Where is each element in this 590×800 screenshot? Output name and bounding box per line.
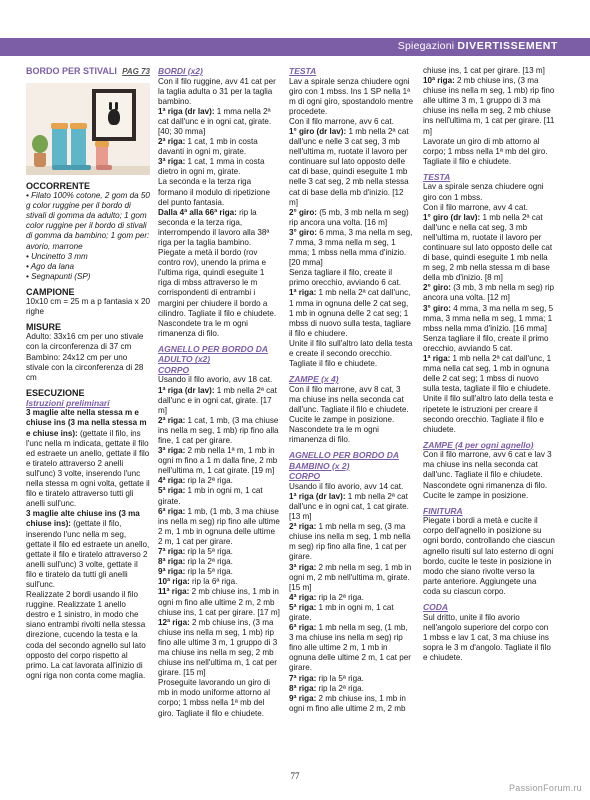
campione-title: CAMPIONE xyxy=(26,286,75,297)
pattern-row: 2ª riga: 1 cat, 1 mb, (3 ma chiuse ins nella m seg, 1 mb) rip fino alla fine, 1 cat per girare. xyxy=(158,415,279,445)
paragraph: Lav a spirale senza chiudere ogni giro con 1 mbss. Ins 1 SP nella 1ª m di ogni giro, spostandolo mentre procedete. xyxy=(289,76,414,116)
zampe-title: ZAMPE (x 4) xyxy=(289,374,339,385)
column-4 xyxy=(423,66,555,663)
pattern-row: 11ª riga: 2 mb chiuse ins, 1 mb in ogni m fino alle ultime 2 m, 2 mb chiuse ins, 1 cat per girare. [17 m] xyxy=(158,587,280,617)
paragraph: Proseguite lavorando un giro di mb in modo uniforme attorno al corpo; 1 mbss nella 1ª mb del giro. Tagliate il filo e chiudete. xyxy=(158,678,271,718)
paragraph: Senza tagliare il filo, create il primo orecchio, avviando 6 cat. xyxy=(289,268,402,288)
page-reference: PAG 73 xyxy=(122,67,150,76)
pattern-row: 1ª riga (dr lav): 1 mb nella 2ª cat dall'unc e in ogni cat, girate. [17 m] xyxy=(158,385,277,415)
site-watermark[interactable]: PassionForum.ru xyxy=(508,783,582,793)
bordi-title: BORDI (x2) xyxy=(158,66,203,76)
paragraph: Con il filo marrone, avv 6 cat. xyxy=(289,116,394,126)
article-title xyxy=(26,66,150,77)
pattern-row: 9ª riga: rip la 5ª riga. xyxy=(158,567,233,577)
paragraph: Con il filo marrone, avv 8 cat, 3 ma chiuse ins nella seconda cat dall'unc. Tagliate il filo e chiudete. Cucite le zampe in posizione. Nascondete tra le m ogni rimanenza di filo. xyxy=(289,384,409,445)
paragraph: Usando il filo avorio, avv 18 cat. xyxy=(158,375,273,385)
pattern-row: 6ª riga: 1 mb nella m seg, (1 mb, 3 ma chiuse ins nella m seg) rip fino alle ultime 2 m, 1 mb in ognuna delle ultime 2 m, 1 cat per girare. xyxy=(289,623,411,673)
section-label: Spiegazioni xyxy=(397,40,455,52)
paragraph: Realizzate 2 bordi usando il filo ruggine. Realizzate 1 anello destro e 1 sinistro, in modo che siano entrambi rivolti nella stessa direzione, cucendo la testa e la coda del secondo agnello sul lato opposto del corpo rispetto al primo. La cat lavorata all'inizio di ogni riga non conta come maglia. xyxy=(26,590,146,680)
pattern-row: 1° giro (dr lav): 1 mb nella 2ª cat dall'unc e nella cat seg, 3 mb nell'ultima m, ruotate il lavoro per continuare sul lato opposto delle cat di base, quindi eseguite 1 mb nella m seg, 2 mb nella stessa m di base della mb d'inizio. [8 m] xyxy=(423,212,553,283)
zampe-title: ZAMPE (4 per ogni agnello) xyxy=(423,439,534,450)
section-header xyxy=(398,40,558,52)
agnello-bambino-title: AGNELLO PER BORDO DA BAMBINO (x 2) xyxy=(289,450,400,471)
agnello-adulto-title: AGNELLO PER BORDO DA ADULTO (x2) xyxy=(158,343,269,365)
campione-text: 10x10 cm = 25 m a p fantasia x 20 righe xyxy=(26,297,150,317)
finitura-title: FINITURA xyxy=(423,505,463,516)
pattern-row: 4ª riga: rip la 2ª riga. xyxy=(158,476,233,486)
pattern-row: 2° giro: (3 mb, 3 mb nella m seg) rip ancora una volta. [12 m] xyxy=(423,283,554,303)
page-number: 77 xyxy=(290,771,300,781)
pattern-row: 7ª riga: rip la 5ª riga. xyxy=(158,547,233,557)
pattern-row: 2ª riga: 1 mb nella m seg, (3 ma chiuse ins nella m seg, 1 mb nella m seg) rip fino alla fine, 1 cat per girare. xyxy=(289,522,411,562)
pattern-row: 2ª riga: 1 cat, 1 mb in costa davanti in ogni m, girate. xyxy=(158,137,258,157)
paragraph: Unite il filo sull'altro lato della testa e create il secondo orecchio. Tagliate il filo e chiudete. xyxy=(289,338,413,369)
pattern-row: 3° giro: 4 mma, 3 ma nella m seg, 5 mma, 3 mma nella m seg, 1 mma; 1 mbss nella mma d'inizio. [16 mma] xyxy=(423,303,554,333)
plant-pot xyxy=(34,153,46,167)
pattern-row: 1ª riga (dr lav): 1 mb nella 2ª cat dall'unc e in ogni cat, 1 cat girate. [13 m] xyxy=(289,491,409,522)
pattern-row: 1° giro (dr lav): 1 mb nella 2ª cat dall'unc e nelle 3 cat seg, 3 mb nell'ultima m, ruotate il lavoro per continuare sul lato opposto delle cat di base, quindi eseguite 1 mb nelle 3 cat seg, 2 mb nella stessa cat di base della mb d'inizio. [12 m] xyxy=(289,126,409,207)
paragraph: Con il filo ruggine, avv 41 cat per la taglia adulta o 31 per la taglia bambino. xyxy=(158,76,276,106)
bunny-picture-frame xyxy=(92,89,136,141)
boot-small xyxy=(96,141,108,167)
product-photo xyxy=(26,83,150,175)
paragraph: 3 maglie alte nella stessa m e chiuse ins (3 ma nella stessa m e chiuse ins): (gettate il filo, ins l'unc nella m indicata, gettate il filo ed estraete un anello, gettate il filo e tiratelo attraverso 2 anelli sull'unc) 3 volte, inserendo l'unc nella stessa m ogni volta, gettate il filo e tiratelo attraverso tutti gli anelli sull'unc. xyxy=(26,408,150,509)
corpo-title: CORPO xyxy=(158,364,190,375)
paragraph: Sul dritto, unite il filo avorio nell'angolo superiore del corpo con 1 mbss e lav 1 cat, 3 ma chiuse ins sopra le 3 m d'angolo. Tagliate il filo e chiudete. xyxy=(423,612,551,662)
pattern-row: 3ª riga: 2 mb nella 1ª m, 1 mb in ogni m fino a 1 m dalla fine, 2 mb nell'ultima m, 1 cat girate. [19 m] xyxy=(158,446,278,476)
testa-title: TESTA xyxy=(289,66,317,76)
category-label: DIVERTISSEMENT xyxy=(457,40,558,52)
material-item: • Uncinetto 3 mm xyxy=(26,251,88,261)
pattern-row: 7ª riga: rip la 5ª riga. xyxy=(289,673,364,683)
column-1 xyxy=(26,66,150,681)
pattern-row: 4ª riga: rip la 2ª riga. xyxy=(289,592,364,602)
section-header-bar xyxy=(0,38,590,56)
pattern-row: 3ª riga: 1 cat, 1 mma in costa dietro in ogni m, girate. xyxy=(158,157,265,177)
boot-left xyxy=(52,123,67,167)
bunny-icon xyxy=(108,109,120,125)
material-item: • Segnapunti (SP) xyxy=(26,271,91,281)
pattern-row: 1ª riga: 1 mb nella 2ª cat dall'unc, 1 mma in ognuna delle 2 cat seg, 1 mb in ognuna delle 2 cat seg; 1 mbss di nuovo sulla testa, tagliare il filo e chiudere. xyxy=(289,288,411,338)
material-item: • Ago da lana xyxy=(26,261,74,271)
material-item: • Filato 100% cotone, 2 gom da 50 g color ruggine per il bordo di stivali di gomma da adulto; 1 gom color ruggine per il bordo di stivali di gomma da bambino; 1 gom per: avorio, marrone xyxy=(26,191,150,251)
paragraph: La seconda e la terza riga formano il modulo di ripetizione del punto fantasia. xyxy=(158,177,271,207)
coda-title: CODA xyxy=(423,602,449,612)
pattern-row: 8ª riga: rip la 2ª riga. xyxy=(289,683,364,693)
pattern-row: 1ª riga: 1 mb nella 2ª cat dall'unc, 1 mma nella cat seg, 1 mb in ognuna delle 2 cat seg; 1 mbss di nuovo sulla testa, tagliate il filo e chiudete. xyxy=(423,354,552,394)
paragraph: Lav a spirale senza chiudere ogni giro con 1 mbss. xyxy=(423,182,544,202)
testa-title: TESTA xyxy=(423,171,451,182)
misure-title: MISURE xyxy=(26,322,62,333)
column-3 xyxy=(289,66,414,714)
paragraph: Con il filo marrone, avv 6 cat e lav 3 ma chiuse ins nella seconda cat dall'unc. Tagliate il filo e chiudete. Nascondete ogni rimanenza di filo. Cucite le zampe in posizione. xyxy=(423,450,552,500)
paragraph: Con il filo marrone, avv 4 cat. xyxy=(423,202,528,212)
paragraph: Senza tagliare il filo, create il primo orecchio, avviando 5 cat. xyxy=(423,333,549,353)
misure-text: Adulto: 33x16 cm per uno stivale con la circonferenza di 37 cm Bambino: 24x12 cm per uno stivale con la circonferenza di 28 cm xyxy=(26,332,144,382)
pattern-row: 5ª riga: 1 mb in ogni m, 1 cat girate. xyxy=(158,486,263,506)
pattern-row: 10ª riga: rip la 6ª riga. xyxy=(158,577,238,587)
esecuzione-title: ESECUZIONE xyxy=(26,387,85,398)
pattern-row: 3° giro: 6 mma, 3 ma nella m seg, 7 mma, 3 mma nella m seg, 1 mma; 1 mbss nella mma d'inizio. [20 mma] xyxy=(289,227,413,268)
column-2 xyxy=(158,66,280,719)
occorrente-list xyxy=(26,191,150,282)
occorrente-title: OCCORRENTE xyxy=(26,181,91,191)
istruzioni-preliminari-title: Istruzioni preliminari xyxy=(26,397,110,408)
paragraph: chiuse ins, 1 cat per girare. [13 m] xyxy=(423,66,545,75)
pattern-row: 8ª riga: rip la 2ª riga. xyxy=(158,557,233,567)
corpo-title: CORPO xyxy=(289,471,321,482)
pattern-row: 12ª riga: 2 mb chiuse ins, (3 ma chiuse ins nella m seg, 1 mb) rip fino alle ultime 3 m, 1 gruppo di 3 ma chiuse ins nella m seg, 2 mb chiuse ins nell'ultima m, 1 cat per girare. [15 m] xyxy=(158,617,278,678)
boot-right xyxy=(71,123,86,167)
pattern-row: 3ª riga: 2 mb nella m seg, 1 mb in ogni m, 2 mb nell'ultima m, girate. [15 m] xyxy=(289,562,412,592)
paragraph: Lavorate un giro di mb attorno al corpo; 1 mbss nella 1ª mb del giro. Tagliate il filo e chiudete. xyxy=(423,136,548,166)
plant-leaf xyxy=(32,135,48,153)
paragraph: Unite il filo sull'altro lato della testa e ripetete le istruzioni per creare il secondo orecchio. Tagliate il filo e chiudete. xyxy=(423,394,554,434)
pattern-row: 10ª riga: 2 mb chiuse ins, (3 ma chiuse ins nella m seg, 1 mb) rip fino alle ultime 3 m, 1 gruppo di 3 ma chiuse ins nella m seg, 2 mb chiuse ins nell'ultima m, 1 cat per girare. [11 m] xyxy=(423,76,555,136)
pattern-row: 5ª riga: 1 mb in ogni m, 1 cat girate. xyxy=(289,602,394,622)
paragraph: 3 maglie alte chiuse ins (3 ma chiuse ins): (gettate il filo, inserendo l'unc nella m seg, gettate il filo ed estraete un anello, gettate il filo e tiratelo attraverso 2 anelli sull'unc) 3 volte, gettate il filo e tiratelo da tutti gli anelli sull'unc. xyxy=(26,509,150,589)
pattern-row: 1ª riga (dr lav): 1 mma nella 2ª cat dall'unc e in ogni cat, girate. [40; 30 mma] xyxy=(158,106,272,136)
pattern-row: 9ª riga: 2 mb chiuse ins, 1 mb in ogni m fino alle ultime 2 m, 2 mb xyxy=(289,693,406,713)
paragraph: Usando il filo avorio, avv 14 cat. xyxy=(289,481,404,491)
pattern-row: Dalla 4ª alla 66ª riga: rip la seconda e la terza riga, interrompendo il lavoro alla 38ª riga per la taglia bambino. xyxy=(158,207,270,247)
pattern-row: 6ª riga: 1 mb, (1 mb, 3 ma chiuse ins nella m seg) rip fino alle ultime 2 m, 1 mb in ognuna delle ultime 2 m, 1 cat per girare. xyxy=(158,506,280,546)
paragraph: Piegate a metà il bordo (rov contro rov), unendo la prima e l'ultima riga, quindi eseguite 1 riga di mbss attraverso le m corrispondenti di entrambi i margini per chiudere il bordo a cilindro. Tagliate il filo e chiudete. Nascondete tra le m ogni rimanenza di filo. xyxy=(158,248,277,338)
paragraph: Piegate i bordi a metà e cucite il corpo dell'agnello in posizione su ogni bordo, controllando che ciascun agnello risulti sul lato esterno di ogni bordo, cucite le teste in posizione in modo che siano rivolte verso la parte anteriore. Aggiungete una coda su ciascun corpo. xyxy=(423,516,555,596)
pattern-row: 2° giro: (5 mb, 3 mb nella m seg) rip ancora una volta. [16 m] xyxy=(289,207,409,227)
article-title-text: BORDO PER STIVALI xyxy=(26,66,117,76)
